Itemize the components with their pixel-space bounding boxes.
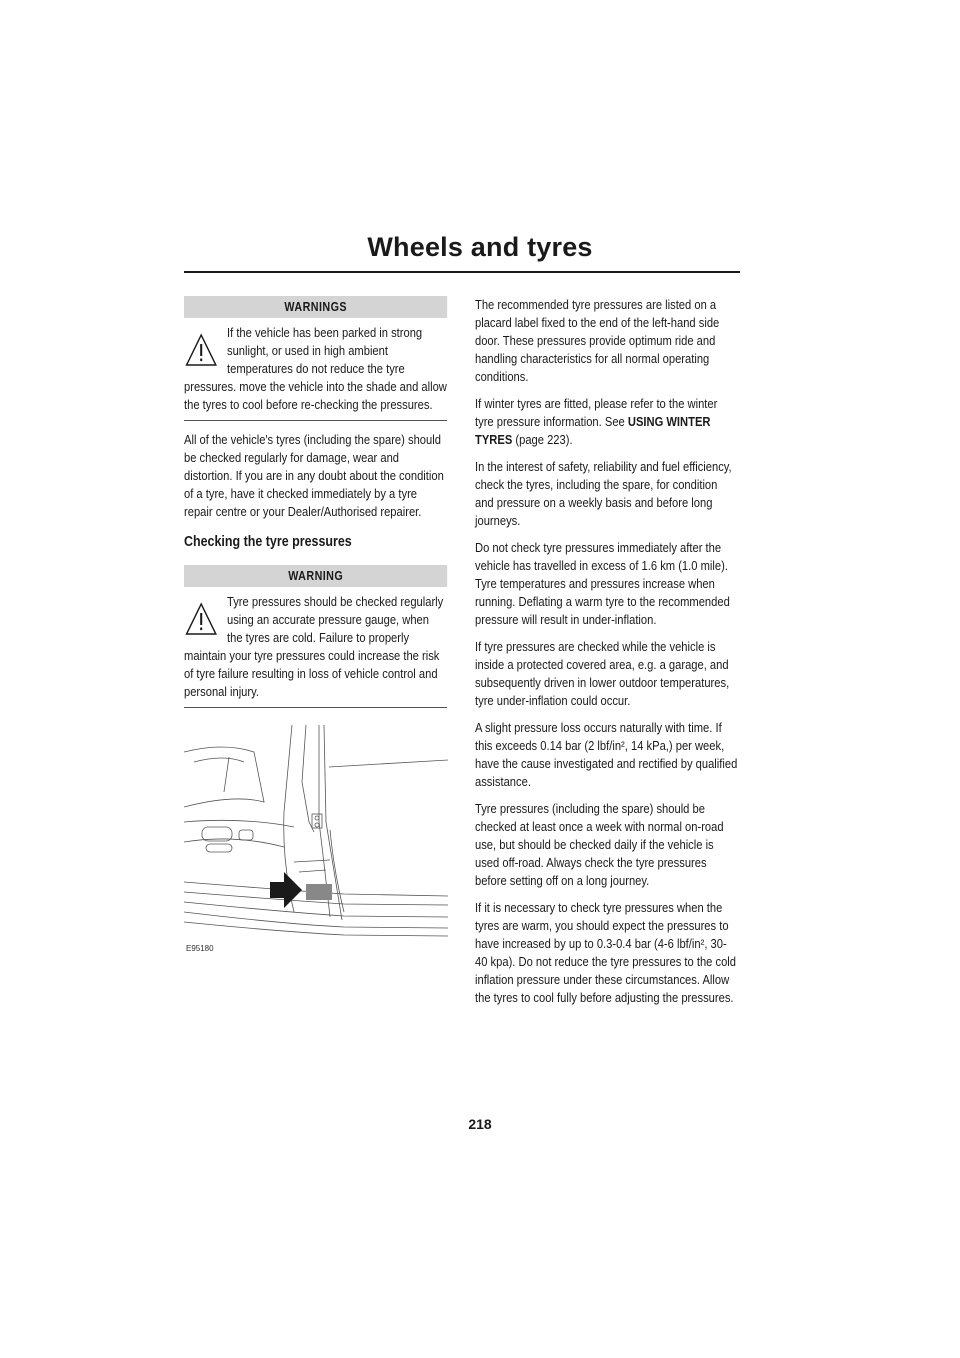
paragraph: The recommended tyre pressures are listed on a placard label fixed to the end of the left-hand side door. These pressures provide optimum ride and handling characteristics for all normal operating conditions. [475,297,720,384]
paragraph: All of the vehicle's tyres (including the spare) should be checked regularly for damage, wear and distortion. If you are in any doubt about the condition of a tyre, have it checked immediately by a tyre repair centre or your Dealer/Authorised repairer. [184,432,444,519]
warning-text: Tyre pressures should be checked regularly using an accurate pressure gauge, when the tyres are cold. Failure to properly maintain your tyre pressures could increase the risk of tyre failure resulting in loss of vehicle control and personal injury. [184,594,444,699]
figure-label: E95180 [186,944,214,953]
warning-triangle-icon [184,601,218,637]
warning-text: If the vehicle has been parked in strong sunlight, or used in high ambient temperatures do not reduce the tyre pressures. move the vehicle into the shade and allow the tyres to cool before re-checking the pressures. [184,325,447,412]
left-column [184,296,448,954]
warning-box-2 [184,565,447,708]
warning-box-1 [184,296,447,421]
paragraph: A slight pressure loss occurs naturally with time. If this exceeds 0.14 bar (2 lbf/in², 14 kPa,) per week, have the cause investigated and rectified by qualified assistance. [475,720,738,789]
door-placard-illustration [184,722,448,954]
door-sill-drawing [184,722,448,954]
warning-heading: WARNING [184,565,447,587]
paragraph: Do not check tyre pressures immediately after the vehicle has travelled in excess of 1.6 km (1.0 mile). Tyre temperatures and pressures increase when running. Deflating a warm tyre to the recommended pressure will result in under-inflation. [475,540,730,627]
warning-triangle-icon [184,332,218,368]
cross-reference-link[interactable]: USING WINTER TYRES [475,414,711,447]
warning-heading: WARNINGS [184,296,447,318]
paragraph: If it is necessary to check tyre pressures when the tyres are warm, you should expect the pressures to have increased by up to 0.3-0.4 bar (4-6 lbf/in², 30-40 kpa). Do not reduce the tyre pressures to the cold inflation pressure under these circumstances. Allow the tyres to cool fully before adjusting the pressures. [475,900,737,1005]
paragraph: In the interest of safety, reliability and fuel efficiency, check the tyres, including the spare, for condition and pressure on a weekly basis and before long journeys. [475,459,732,528]
page-number: 218 [468,1116,492,1132]
page-title: Wheels and tyres [367,232,593,262]
section-heading: Checking the tyre pressures [184,534,352,550]
right-column [475,296,739,1016]
paragraph: If tyre pressures are checked while the vehicle is inside a protected covered area, e.g. a garage, and subsequently driven in lower outdoor temperatures, tyre under-inflation could occur. [475,639,730,708]
paragraph: Tyre pressures (including the spare) should be checked at least once a week with normal on-road use, but should be checked daily if the vehicle is used off-road. Always check the tyre pressures before setting off on a long journey. [475,801,724,888]
title-rule [184,271,740,273]
paragraph: If winter tyres are fitted, please refer to the winter tyre pressure information. See USING WINTER TYRES (page 223). [475,396,718,447]
